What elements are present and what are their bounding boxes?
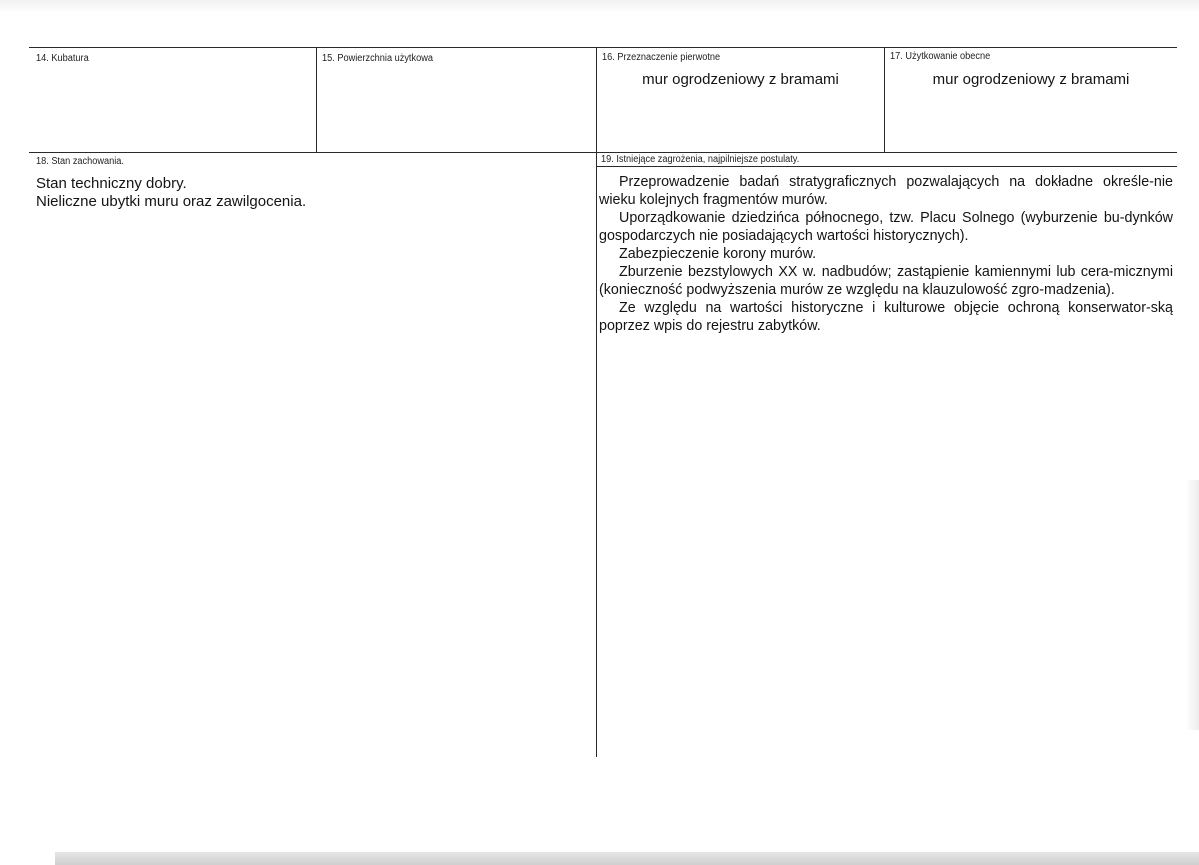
scan-shadow-right [1186, 480, 1199, 730]
field-17-value: mur ogrodzeniowy z bramami [932, 71, 1130, 88]
scan-shadow-top [0, 0, 1199, 14]
column-divider-1 [316, 47, 317, 152]
postulate-paragraph: Ze względu na wartości historyczne i kulturowe objęcie ochroną konserwator-ską poprzez wpis do rejestru zabytków. [599, 300, 1173, 334]
field-15-label: 15. Powierzchnia użytkowa [322, 53, 433, 64]
field-18-line-1: Stan techniczny dobry. [36, 175, 187, 192]
scan-shadow-bottom [55, 852, 1199, 865]
postulate-paragraph: Zburzenie bezstylowych XX w. nadbudów; zastąpienie kamiennymi lub cera-micznymi (konieczność podwyższenia murów ze względu na klauzulowość zgro-madzenia). [599, 264, 1173, 298]
postulate-paragraph: Uporządkowanie dziedzińca północnego, tzw. Placu Solnego (wyburzenie bu-dynków gospodarczych nie posiadających wartości historycznych). [599, 210, 1173, 244]
table-top-border [29, 47, 1177, 48]
field-16-value: mur ogrodzeniowy z bramami [642, 71, 839, 88]
field-17-label: 17. Użytkowanie obecne [890, 51, 991, 62]
column-divider-2 [596, 47, 597, 757]
field-18-label: 18. Stan zachowania. [36, 156, 124, 167]
row-divider [29, 152, 1177, 153]
column-divider-3 [884, 47, 885, 152]
field-16-label: 16. Przeznaczenie pierwotne [602, 52, 721, 63]
field-18-line-2: Nieliczne ubytki muru oraz zawilgocenia. [36, 193, 307, 210]
field-14-label: 14. Kubatura [36, 53, 89, 64]
postulate-paragraph: Przeprowadzenie badań stratygraficznych pozwalających na dokładne określe-nie wieku kolejnych fragmentów murów. [599, 174, 1173, 208]
field-19-text [599, 173, 1173, 335]
field-19-label: 19. Istniejące zagrożenia, najpilniejsze postulaty. [601, 154, 800, 165]
section-19-underline [596, 166, 1177, 167]
postulate-paragraph: Zabezpieczenie korony murów. [619, 246, 817, 262]
